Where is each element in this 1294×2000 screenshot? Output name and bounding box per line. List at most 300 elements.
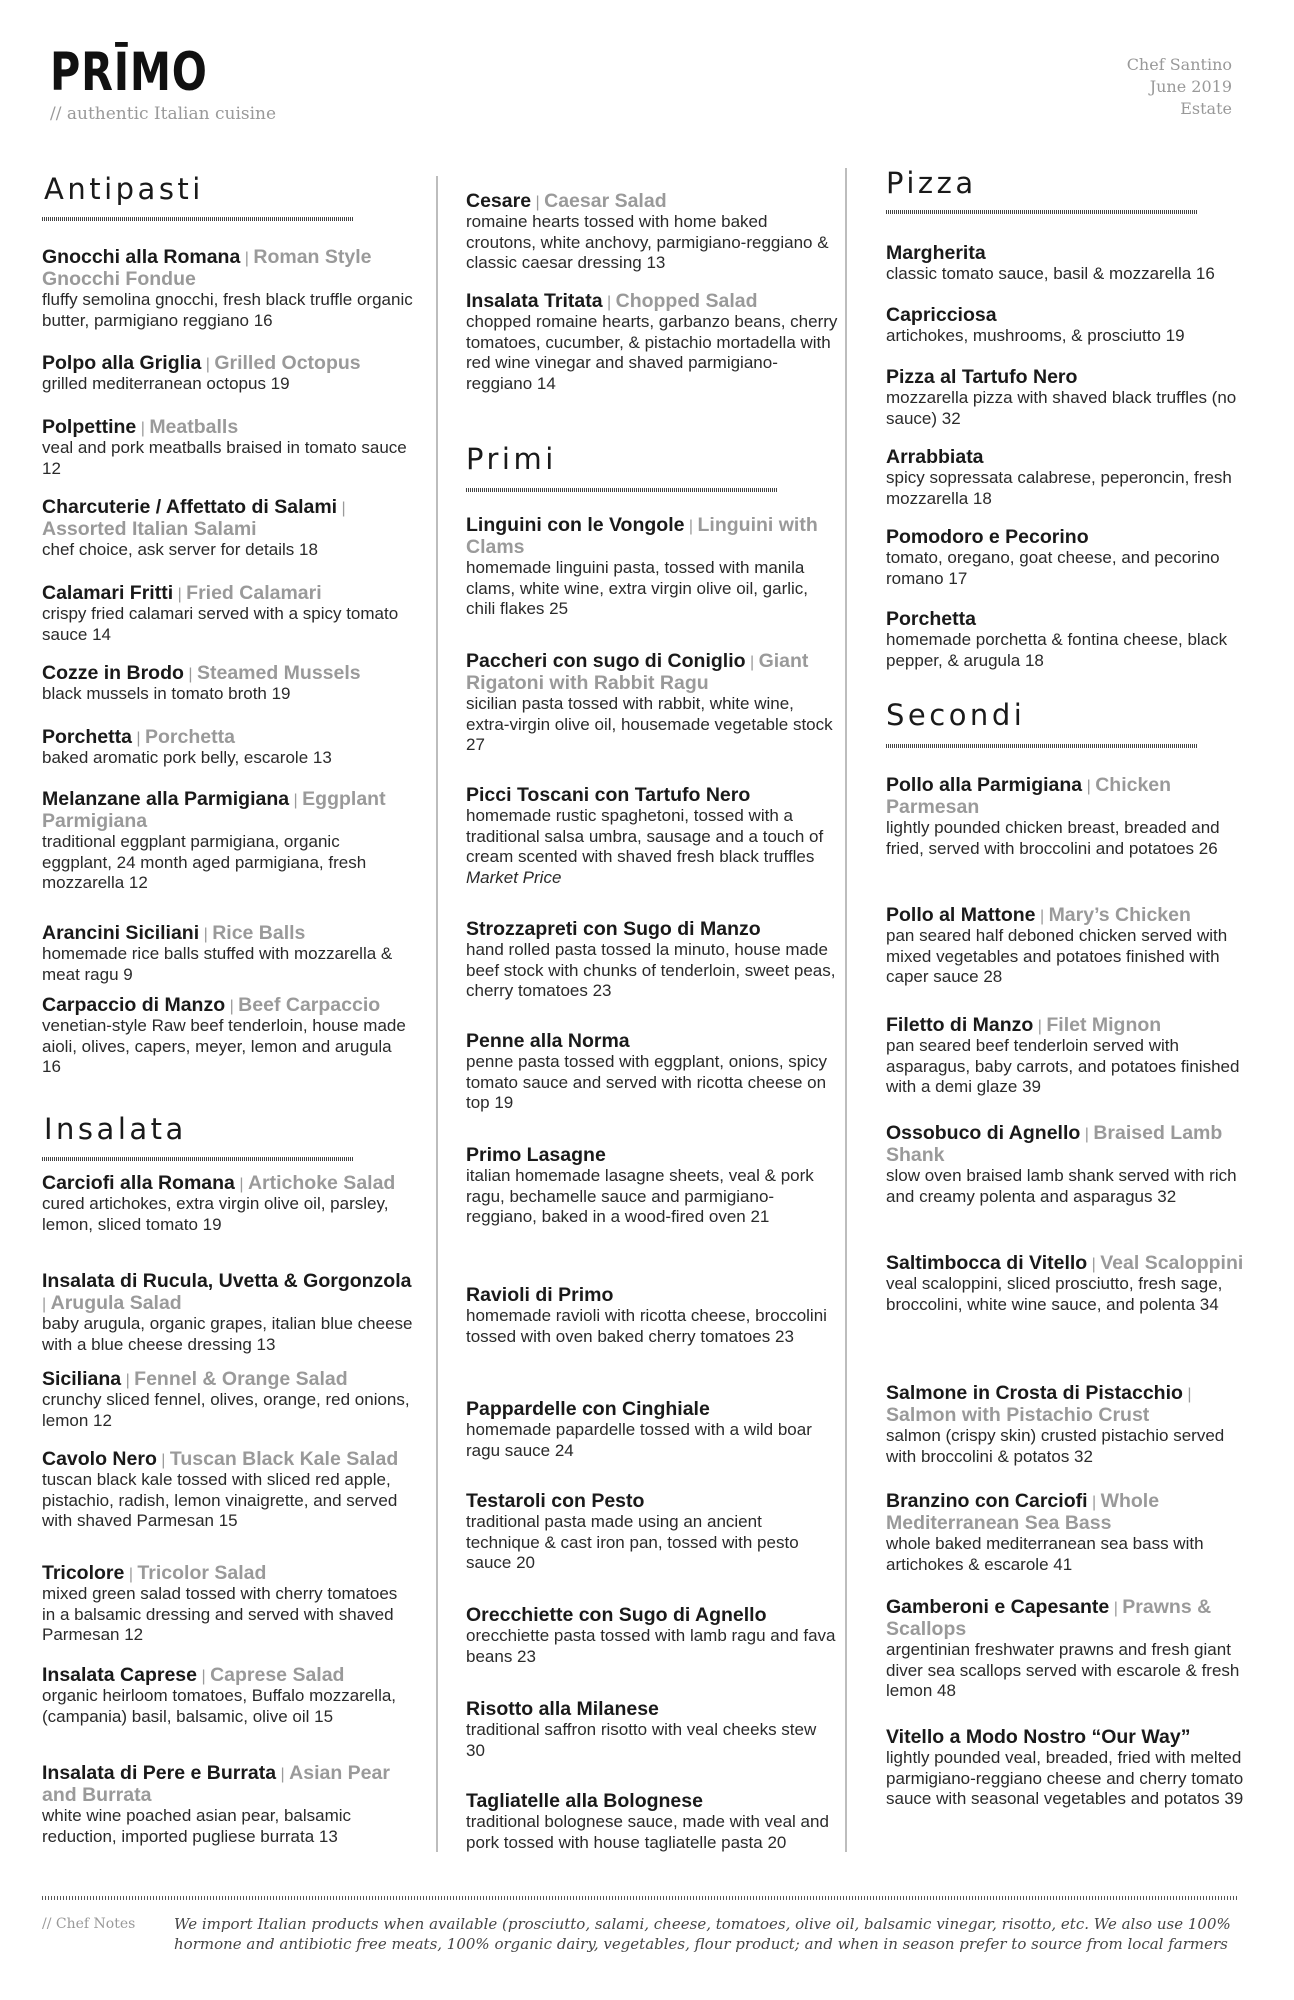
menu-item-name: Strozzapreti con Sugo di Manzo [466,918,761,940]
menu-item-translation: Chopped Salad [615,290,758,312]
chef-name: Chef Santino [1126,55,1232,74]
menu-item-translation: Prawns & Scallops [886,1596,1212,1640]
menu-item-description [886,1534,1254,1575]
menu-item [886,904,1254,988]
menu-item-heading [42,496,414,540]
column-divider [436,176,438,1852]
menu-item-description [466,1626,838,1667]
menu-item-name: Vitello a Modo Nostro “Our Way” [886,1726,1191,1748]
menu-item-heading [886,1596,1254,1640]
menu-item-name: Penne alla Norma [466,1030,630,1052]
menu-item-description [466,694,838,756]
menu-item [886,304,1254,347]
menu-item-translation: Roman Style Gnocchi Fondue [42,246,372,290]
menu-item-description-text: pan seared beef tenderloin served with asparagus, baby carrots, and potatoes finished with a demi glaze 39 [886,1036,1240,1096]
divider-bar: | [173,586,187,603]
menu-item-description [466,940,838,1002]
footer-label: // Chef Notes [42,1916,136,1932]
menu-item-name: Cozze in Brodo [42,662,184,684]
menu-item-description-text: artichokes, mushrooms, & prosciutto 19 [886,326,1185,345]
menu-item-translation: Beef Carpaccio [238,994,381,1016]
divider-bar: | [240,250,254,267]
divider-bar: | [1087,1494,1101,1511]
menu-item-description-text: homemade ravioli with ricotta cheese, broccolini tossed with oven baked cherry tomatoes 23 [466,1306,827,1346]
menu-item-heading [42,788,414,832]
menu-item [466,1144,838,1228]
section-title-pizza: Pizza [886,166,977,200]
menu-item-description-text: italian homemade lasagne sheets, veal & pork ragu, bechamelle sauce and parmigiano-reggiano, baked in a wood-fired oven 21 [466,1166,814,1226]
menu-item-description-text: white wine poached asian pear, balsamic reduction, imported pugliese burrata 13 [42,1806,352,1846]
section-rule [886,744,1198,748]
menu-item-name: Insalata di Rucula, Uvetta & Gorgonzola [42,1270,412,1292]
menu-item [466,190,838,274]
menu-item-description-text: orecchiette pasta tossed with lamb ragu and fava beans 23 [466,1626,836,1666]
divider-bar: | [1087,1256,1101,1273]
menu-item-translation: Artichoke Salad [247,1172,396,1194]
menu-item-heading [886,1014,1254,1036]
menu-item [886,242,1254,285]
menu-item-name: Cavolo Nero [42,1448,157,1470]
menu-item-translation: Salmon with Pistachio Crust [886,1404,1150,1426]
section-rule [886,210,1198,214]
menu-item-description [42,1016,414,1078]
divider-bar: | [337,500,346,517]
menu-item [466,784,838,888]
divider-bar: | [1035,908,1049,925]
menu-item [466,1698,838,1761]
menu-item-description [42,1470,414,1532]
menu-item-name: Ossobuco di Agnello [886,1122,1081,1144]
menu-item-description-text: mozzarella pizza with shaved black truffles (no sauce) 32 [886,388,1237,428]
menu-item [466,1790,838,1853]
menu-item [886,774,1254,859]
menu-item-name: Gnocchi alla Romana [42,246,241,268]
menu-item-name: Melanzane alla Parmigiana [42,788,290,810]
menu-item-name: Gamberoni e Capesante [886,1596,1110,1618]
menu-item-name: Arancini Siciliani [42,922,200,944]
menu-item-heading [466,650,838,694]
menu-item-heading [42,922,414,944]
menu-item-description [886,1748,1254,1810]
menu-item [42,1762,414,1847]
menu-item-name: Picci Toscani con Tartufo Nero [466,784,751,806]
section-title-antipasti: Antipasti [44,172,204,206]
menu-item-translation: Porchetta [145,726,235,748]
menu-item-name: Pizza al Tartufo Nero [886,366,1078,388]
divider-bar: | [1080,1126,1094,1143]
menu-item [42,1270,414,1355]
menu-item-translation: Filet Mignon [1046,1014,1162,1036]
divider-bar: | [1033,1018,1047,1035]
menu-item [886,1596,1254,1702]
menu-item [886,1490,1254,1575]
menu-item [42,662,414,705]
menu-item-description-text: homemade rice balls stuffed with mozzarella & meat ragu 9 [42,944,393,984]
menu-item-description-text: traditional bolognese sauce, made with veal and pork tossed with house tagliatelle pasta 20 [466,1812,829,1852]
menu-item-heading [466,1490,838,1512]
menu-item-description [466,558,838,620]
menu-item [42,1664,414,1727]
menu-item-description-text: chef choice, ask server for details 18 [42,540,318,559]
menu-item-heading [886,1252,1254,1274]
menu-item-description-text: lightly pounded veal, breaded, fried with melted parmigiano-reggiano cheese and cherry tomato sauce with seasonal vegetables and potatos 39 [886,1748,1244,1808]
menu-item [886,446,1254,509]
menu-item-name: Pomodoro e Pecorino [886,526,1089,548]
menu-item-description [42,832,414,894]
menu-item-description [466,806,838,888]
menu-item-description-text: tomato, oregano, goat cheese, and pecorino romano 17 [886,548,1220,588]
menu-item-translation: Giant Rigatoni with Rabbit Ragu [466,650,809,694]
divider-bar: | [684,518,698,535]
menu-item-heading [42,726,414,748]
menu-item-heading [466,918,838,940]
menu-item-description-text: baked aromatic pork belly, escarole 13 [42,748,332,767]
menu-item [42,352,414,395]
menu-season: Estate [1180,99,1232,118]
section-rule [42,1157,354,1161]
menu-item-translation: Tricolor Salad [137,1562,267,1584]
menu-item-description-text: black mussels in tomato broth 19 [42,684,291,703]
menu-item-name: Arrabbiata [886,446,984,468]
menu-item-heading [466,514,838,558]
menu-item [42,246,414,331]
menu-item [886,1382,1254,1467]
menu-item-heading [42,1368,414,1390]
menu-item-heading [466,1030,838,1052]
menu-item-description [42,684,414,705]
menu-item-description-text: traditional eggplant parmigiana, organic eggplant, 24 month aged parmigiana, fresh mozzarella 12 [42,832,367,892]
menu-item-name: Tagliatelle alla Bolognese [466,1790,703,1812]
menu-item-description [886,388,1254,429]
menu-item-description [42,1194,414,1235]
menu-item-name: Pappardelle con Cinghiale [466,1398,710,1420]
menu-item-description-text: tuscan black kale tossed with sliced red apple, pistachio, radish, lemon vinaigrette, and served with shaved Parmesan 15 [42,1470,398,1530]
menu-item-description-text: homemade porchetta & fontina cheese, black pepper, & arugula 18 [886,630,1228,670]
menu-item-description-text: spicy sopressata calabrese, peperoncin, fresh mozzarella 18 [886,468,1232,508]
menu-item-name: Porchetta [42,726,132,748]
menu-item [42,1368,414,1431]
menu-item-heading [886,242,1254,264]
menu-item-description [466,1166,838,1228]
menu-item-description [466,1306,838,1347]
menu-item [886,526,1254,589]
menu-item [886,608,1254,671]
menu-item-heading [42,1562,414,1584]
divider-bar: | [225,998,239,1015]
menu-item [42,726,414,769]
menu-item-description [886,630,1254,671]
menu-item-description [886,548,1254,589]
section-rule [466,488,778,492]
footer-rule [42,1896,1238,1900]
divider-bar: | [156,1452,170,1469]
menu-item-heading [42,246,414,290]
menu-item-description [42,438,414,479]
menu-item-heading [886,904,1254,926]
menu-item-heading [886,1490,1254,1534]
divider-bar: | [42,1296,51,1313]
menu-item-translation: Arugula Salad [50,1292,182,1314]
menu-item-description [42,1686,414,1727]
menu-item [886,1726,1254,1810]
menu-item-name: Margherita [886,242,986,264]
menu-item-translation: Meatballs [149,416,239,438]
menu-item-translation: Veal Scaloppini [1100,1252,1244,1274]
menu-item [466,514,838,620]
menu-item-description [42,1584,414,1646]
menu-item-description-text: baby arugula, organic grapes, italian blue cheese with a blue cheese dressing 13 [42,1314,413,1354]
menu-item-description-text: grilled mediterranean octopus 19 [42,374,290,393]
menu-item-name: Siciliana [42,1368,122,1390]
tagline: // authentic Italian cuisine [50,104,277,124]
menu-item-name: Testaroli con Pesto [466,1490,645,1512]
menu-item-description [886,468,1254,509]
menu-item-description-text: traditional pasta made using an ancient technique & cast iron pan, tossed with pesto sauce 20 [466,1512,799,1572]
menu-item-description-text: salmon (crispy skin) crusted pistachio served with broccolini & potatos 32 [886,1426,1225,1466]
menu-item [466,290,838,394]
menu-item-name: Porchetta [886,608,976,630]
menu-item-description-text: cured artichokes, extra virgin olive oil, parsley, lemon, sliced tomato 19 [42,1194,389,1234]
menu-item-description [466,212,838,274]
menu-item-heading [886,446,1254,468]
menu-item-translation: Asian Pear and Burrata [42,1762,390,1806]
menu-item-heading [886,608,1254,630]
menu-item [466,1604,838,1667]
menu-item-translation: Linguini with Clams [466,514,818,558]
menu-item-heading [886,1122,1254,1166]
divider-bar: | [276,1766,290,1783]
menu-item-heading [42,1664,414,1686]
menu-item-translation: Steamed Mussels [196,662,361,684]
menu-item-name: Linguini con le Vongole [466,514,685,536]
menu-item-heading [42,582,414,604]
menu-item-heading [466,1144,838,1166]
menu-item-name: Salmone in Crosta di Pistacchio [886,1382,1183,1404]
divider-bar: | [121,1372,135,1389]
menu-item-name: Tricolore [42,1562,125,1584]
menu-item-description [42,540,414,561]
menu-item-translation: Eggplant Parmigiana [42,788,386,832]
divider-bar: | [289,792,303,809]
menu-item-heading [42,662,414,684]
divider-bar: | [745,654,759,671]
menu-item-name: Ravioli di Primo [466,1284,614,1306]
menu-item-name: Insalata Tritata [466,290,603,312]
menu-item-description-text: mixed green salad tossed with cherry tomatoes in a balsamic dressing and served with shaved Parmesan 12 [42,1584,398,1644]
divider-bar: | [131,730,145,747]
menu-item-description-text: classic tomato sauce, basil & mozzarella 16 [886,264,1215,283]
menu-item [886,1252,1254,1315]
divider-bar: | [197,1668,211,1685]
menu-item-heading [42,1270,414,1314]
divider-bar: | [1182,1386,1192,1403]
menu-item [42,1562,414,1646]
divider-bar: | [531,194,545,211]
menu-item-description-text: romaine hearts tossed with home baked croutons, white anchovy, parmigiano-reggiano & classic caesar dressing 13 [466,212,829,272]
menu-item-name: Pollo alla Parmigiana [886,774,1083,796]
menu-item-description-text: venetian-style Raw beef tenderloin, house made aioli, olives, capers, meyer, lemon and arugula 16 [42,1016,406,1076]
menu-item-description [42,748,414,769]
menu-item-heading [466,1398,838,1420]
menu-item-description [886,1274,1254,1315]
menu-item-heading [886,1726,1254,1748]
divider-bar: | [183,666,197,683]
menu-item-heading [42,1762,414,1806]
menu-item [466,1398,838,1461]
divider-bar: | [199,926,213,943]
menu-item [42,994,414,1078]
section-title-primi: Primi [466,442,557,476]
menu-item-heading [466,784,838,806]
menu-item-description [42,1806,414,1847]
menu-item-description-text: traditional saffron risotto with veal cheeks stew 30 [466,1720,817,1760]
menu-item-heading [886,304,1254,326]
menu-item-heading [466,1284,838,1306]
menu-item-description [466,1812,838,1853]
menu-item [42,496,414,561]
menu-item-heading [886,526,1254,548]
menu-item-description-text: hand rolled pasta tossed la minuto, house made beef stock with chunks of tenderloin, sweet peas, cherry tomatoes 23 [466,940,836,1000]
menu-item-description [886,1166,1254,1207]
menu-item-translation: Mary’s Chicken [1048,904,1191,926]
menu-item-heading [42,1448,414,1470]
menu-item-heading [466,290,838,312]
chef-info [1127,54,1232,120]
menu-item-name: Paccheri con sugo di Coniglio [466,650,746,672]
menu-item-description [466,1720,838,1761]
menu-item-description [886,818,1254,859]
menu-item-translation: Caprese Salad [210,1664,345,1686]
menu-item-name: Orecchiette con Sugo di Agnello [466,1604,767,1626]
menu-item-description-text: homemade linguini pasta, tossed with manila clams, white wine, extra virgin olive oil, garlic, chili flakes 25 [466,558,809,618]
menu-item-name: Carciofi alla Romana [42,1172,235,1194]
menu-item-heading [42,352,414,374]
menu-item-heading [42,416,414,438]
divider-bar: | [602,294,616,311]
menu-item-name: Charcuterie / Affettato di Salami [42,496,338,518]
menu-item-heading [886,1382,1254,1426]
menu-item-description-text: fluffy semolina gnocchi, fresh black truffle organic butter, parmigiano reggiano 16 [42,290,413,330]
menu-item-name: Filetto di Manzo [886,1014,1034,1036]
menu-item-translation: Grilled Octopus [214,352,361,374]
menu-item-description [466,312,838,394]
menu-item-description-text: homemade rustic spaghetoni, tossed with a traditional salsa umbra, sausage and a touch of cream scented with shaved fresh black truffles [466,806,824,866]
menu-item [466,918,838,1002]
menu-item-description [886,1426,1254,1467]
section-title-secondi: Secondi [886,698,1026,732]
menu-item-description-text: homemade papardelle tossed with a wild boar ragu sauce 24 [466,1420,812,1460]
menu-item-description-text: whole baked mediterranean sea bass with artichokes & escarole 41 [886,1534,1204,1574]
menu-item-description-text: penne pasta tossed with eggplant, onions, spicy tomato sauce and served with ricotta cheese on top 19 [466,1052,828,1112]
logo: PRĪMO [50,42,208,103]
menu-item-heading [466,190,838,212]
menu-item-translation: Chicken Parmesan [886,774,1172,818]
menu-item-translation: Rice Balls [212,922,306,944]
menu-item [42,416,414,479]
divider-bar: | [234,1176,248,1193]
menu-item-description [466,1512,838,1574]
menu-item [886,1122,1254,1207]
menu-item-heading [466,1604,838,1626]
menu-item-translation: Tuscan Black Kale Salad [169,1448,399,1470]
menu-item-name: Insalata Caprese [42,1664,198,1686]
menu-item [42,582,414,645]
menu-item-description [42,604,414,645]
menu-item-translation: Whole Mediterranean Sea Bass [886,1490,1160,1534]
menu-item-description [466,1420,838,1461]
menu-item-description-text: veal and pork meatballs braised in tomato sauce 12 [42,438,407,478]
menu-item [466,1030,838,1114]
menu-item-description [42,290,414,331]
menu-item [42,788,414,894]
menu-item-description [886,264,1254,285]
menu-item [42,922,414,985]
menu-item-description [42,944,414,985]
menu-item [886,366,1254,429]
menu-item-description-text: crunchy sliced fennel, olives, orange, red onions, lemon 12 [42,1390,410,1430]
menu-item-name: Pollo al Mattone [886,904,1036,926]
menu-item-translation: Fennel & Orange Salad [134,1368,348,1390]
menu-item-name: Calamari Fritti [42,582,174,604]
menu-item-description [466,1052,838,1114]
menu-item [466,1284,838,1347]
menu-date: June 2019 [1149,77,1232,96]
menu-item-description [886,1640,1254,1702]
footer-notes: We import Italian products when available (prosciutto, salami, cheese, tomatoes, olive oil, balsamic vinegar, risotto, etc. We also use 100% hormone and antibiotic free meats, 100% organic dairy, vegetables, flour product; and when in season prefer to source from local farmers [174,1915,1231,1953]
menu-item [886,1014,1254,1098]
menu-item-description-text: argentinian freshwater prawns and fresh giant diver sea scallops served with escarole & fresh lemon 48 [886,1640,1240,1700]
menu-item-heading [886,366,1254,388]
menu-item-name: Cesare [466,190,532,212]
menu-item-name: Carpaccio di Manzo [42,994,226,1016]
menu-item [42,1448,414,1532]
divider-bar: | [124,1566,138,1583]
menu-item-description [886,326,1254,347]
menu-item-heading [42,1172,414,1194]
menu-item-translation: Assorted Italian Salami [42,518,257,540]
menu-item-name: Primo Lasagne [466,1144,606,1166]
menu-item-name: Saltimbocca di Vitello [886,1252,1088,1274]
menu-item-description [42,374,414,395]
menu-item-description-text: lightly pounded chicken breast, breaded and fried, served with broccolini and potatoes 26 [886,818,1220,858]
menu-item-description [886,1036,1254,1098]
menu-item-name: Risotto alla Milanese [466,1698,659,1720]
menu-item-description [42,1390,414,1431]
divider-bar: | [201,356,215,373]
menu-item-description [886,926,1254,988]
column-divider [845,168,847,1852]
menu-item [42,1172,414,1235]
menu-item-price-note: Market Price [466,867,562,887]
menu-item-translation: Braised Lamb Shank [886,1122,1223,1166]
menu-item-heading [42,994,414,1016]
menu-item-name: Branzino con Carciofi [886,1490,1088,1512]
menu-item-name: Polpo alla Griglia [42,352,202,374]
menu-item-description-text: sicilian pasta tossed with rabbit, white wine, extra-virgin olive oil, housemade vegetable stock 27 [466,694,833,754]
menu-item-name: Insalata di Pere e Burrata [42,1762,277,1784]
menu-item-description-text: veal scaloppini, sliced prosciutto, fresh sage, broccolini, white wine sauce, and polenta 34 [886,1274,1223,1314]
divider-bar: | [1082,778,1096,795]
menu-item-description-text: crispy fried calamari served with a spicy tomato sauce 14 [42,604,399,644]
menu-item-name: Polpettine [42,416,137,438]
divider-bar: | [1109,1600,1123,1617]
menu-item-heading [886,774,1254,818]
section-rule [42,217,354,221]
menu-item-heading [466,1790,838,1812]
menu-item-translation: Caesar Salad [544,190,667,212]
menu-item-description [42,1314,414,1355]
menu-item-translation: Fried Calamari [186,582,322,604]
